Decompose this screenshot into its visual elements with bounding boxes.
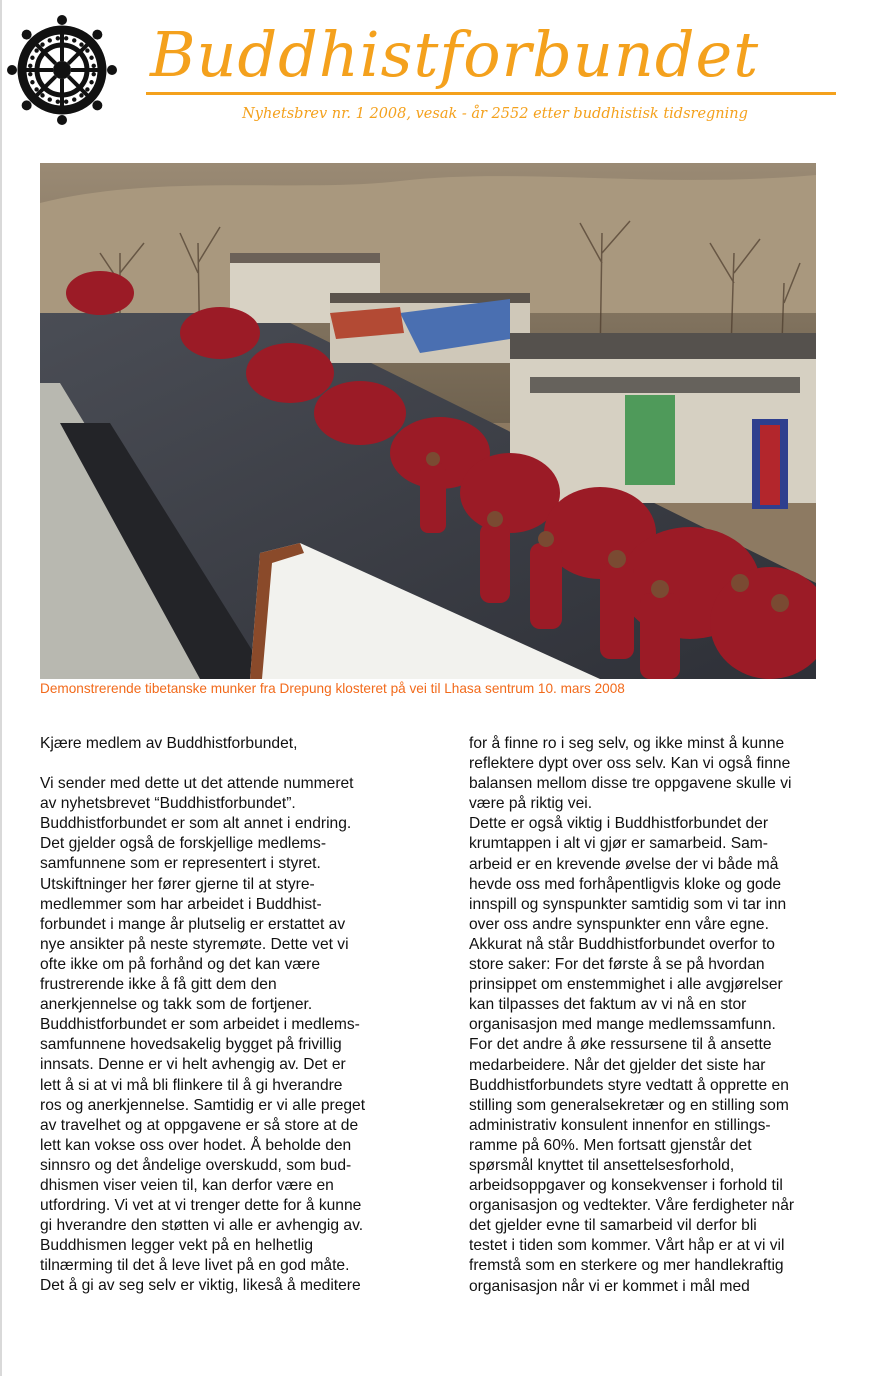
text-line: prinsippet om enstemmighet i alle avgjørelser bbox=[469, 976, 783, 994]
paragraph-gap bbox=[40, 754, 440, 774]
text-line: utfordring. Vi vet at vi trenger dette for å kunne bbox=[40, 1197, 362, 1215]
text-line: organisasjon når vi er kommet i mål med bbox=[469, 1277, 750, 1295]
text-line: organisasjon med mange medlemssamfunn. bbox=[469, 1016, 776, 1034]
text-line: det gjelder evne til samarbeid vil derfor bli bbox=[469, 1217, 757, 1235]
text-line: nye ansikter på neste styremøte. Dette vet vi bbox=[40, 935, 349, 953]
text-line: Det å gi av seg selv er viktig, likeså å meditere bbox=[40, 1277, 361, 1295]
text-line: ros og anerkjennelse. Samtidig er vi alle preget bbox=[40, 1096, 366, 1114]
distant-ridge bbox=[40, 175, 816, 313]
text-line: Dette er også viktig i Buddhistforbundet der bbox=[469, 815, 769, 833]
text-line: stilling som generalsekretær og en stilling som bbox=[469, 1096, 789, 1114]
title-underline bbox=[146, 92, 836, 95]
left-column-body bbox=[40, 774, 440, 1296]
text-line: balansen mellom disse tre oppgavene skulle vi bbox=[469, 775, 792, 793]
text-line: innsats. Denne er vi helt avhengig av. Det er bbox=[40, 1056, 346, 1074]
photo-caption: Demonstrerende tibetanske munker fra Drepung klosteret på vei til Lhasa sentrum 10. mars 2008 bbox=[40, 681, 625, 696]
dharma-wheel-icon bbox=[6, 14, 118, 126]
text-line: for å finne ro i seg selv, og ikke minst å kunne bbox=[469, 735, 785, 752]
text-line: dhismen viser veien til, kan derfor være en bbox=[40, 1176, 334, 1194]
text-line: testet i tiden som kommer. Vårt håp er at vi vil bbox=[469, 1237, 785, 1255]
text-line: Buddhistforbundet er som alt annet i endring. bbox=[40, 815, 352, 833]
text-line: lett å si at vi må bli flinkere til å gi hverandre bbox=[40, 1076, 343, 1094]
text-line: av nyhetsbrevet “Buddhistforbundet”. bbox=[40, 795, 296, 813]
text-line: medlemmer som har arbeidet i Buddhist- bbox=[40, 895, 322, 913]
text-line: Det gjelder også de forskjellige medlems- bbox=[40, 835, 327, 853]
letter-right-column bbox=[469, 734, 849, 1297]
text-line: samfunnene hovedsakelig bygget på frivillig bbox=[40, 1036, 342, 1054]
text-line: administrativ konsulent innenfor en stillings- bbox=[469, 1116, 771, 1134]
cover-photo bbox=[40, 163, 816, 679]
text-line: kan tilpasses det faktum av vi nå en stor bbox=[469, 996, 747, 1014]
text-line: over oss andre synspunkter enn våre egne. bbox=[469, 915, 769, 933]
text-line: organisasjon og vedtekter. Våre ferdigheter når bbox=[469, 1197, 795, 1215]
text-line: være på riktig vei. bbox=[469, 795, 593, 813]
text-line: av travelhet og at oppgavene er så store at de bbox=[40, 1116, 359, 1134]
text-line: tilnærming til det å leve livet på en god måte. bbox=[40, 1257, 350, 1275]
text-line: hevde oss med forhåpentligvis kloke og gode bbox=[469, 875, 782, 893]
newsletter-title: Buddhistforbundet bbox=[150, 18, 760, 91]
text-line: forbundet i mange år plutselig er erstattet av bbox=[40, 915, 346, 933]
text-line: Akkurat nå står Buddhistforbundet overfor to bbox=[469, 935, 775, 953]
text-line: For det andre å øke ressursene til å ansette bbox=[469, 1036, 772, 1054]
text-line: anerkjennelse og takk som de fortjener. bbox=[40, 996, 313, 1014]
text-line: sinnsro og det åndelige overskudd, som bud- bbox=[40, 1156, 352, 1174]
text-line: Utskiftninger her fører gjerne til at styre- bbox=[40, 875, 315, 893]
text-line: spørsmål knyttet til ansettelsesforhold, bbox=[469, 1156, 735, 1174]
text-line: gi hverandre den støtten vi alle er avhengig av. bbox=[40, 1217, 364, 1235]
text-line: fremstå som en sterkere og mer handlekraftig bbox=[469, 1257, 784, 1275]
text-line: samfunnene som er representert i styret. bbox=[40, 855, 321, 873]
right-column-body bbox=[469, 734, 849, 1297]
text-line: frustrerende ikke å få gitt dem den bbox=[40, 976, 277, 994]
text-line: Buddhistforbundets styre vedtatt å opprette en bbox=[469, 1076, 789, 1094]
text-line: Vi sender med dette ut det attende nummeret bbox=[40, 775, 354, 793]
text-line: innspill og synspunkter samtidig som vi tar inn bbox=[469, 895, 787, 913]
text-line: store saker: For det første å se på hvordan bbox=[469, 956, 765, 974]
newsletter-subtitle: Nyhetsbrev nr. 1 2008, vesak - år 2552 etter buddhistisk tidsregning bbox=[242, 106, 748, 122]
text-line: ofte ikke om på forhånd og det kan være bbox=[40, 955, 320, 973]
page-edge bbox=[0, 0, 2, 1376]
text-line: krumtappen i alt vi gjør er samarbeid. Sam- bbox=[469, 835, 768, 853]
text-line: ramme på 60%. Men fortsatt gjenstår det bbox=[469, 1136, 752, 1154]
text-line: lett kan vokse oss over hodet. Å beholde den bbox=[40, 1136, 352, 1154]
text-line: Buddhistforbundet er som arbeidet i medlems- bbox=[40, 1016, 360, 1034]
text-line: Buddhismen legger vekt på en helhetlig bbox=[40, 1237, 314, 1255]
text-line: arbeid er en krevende øvelse der vi både må bbox=[469, 855, 779, 873]
text-line: arbeidsoppgaver og konsekvenser i forhold til bbox=[469, 1177, 783, 1195]
text-line: medarbeidere. Når det gjelder det siste har bbox=[469, 1056, 766, 1074]
letter-greeting: Kjære medlem av Buddhistforbundet, bbox=[40, 735, 298, 752]
text-line: reflektere dypt over oss selv. Kan vi også finne bbox=[469, 755, 791, 773]
letter-left-column bbox=[40, 734, 440, 1297]
